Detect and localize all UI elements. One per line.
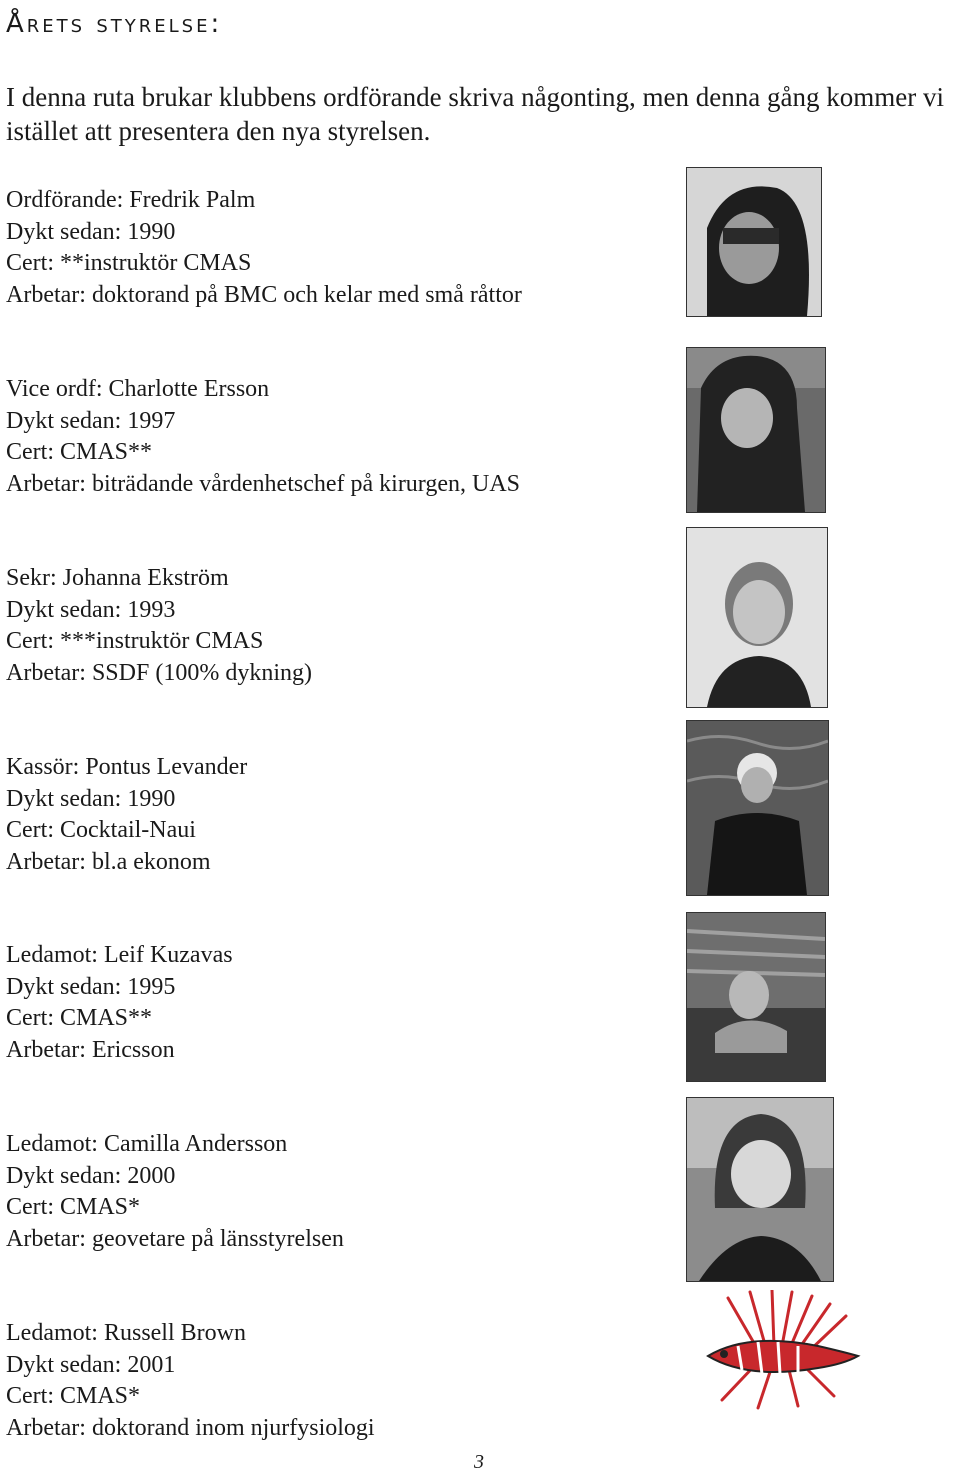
member-photo (686, 912, 826, 1082)
member-dive-since: Dykt sedan: 1990 (6, 218, 176, 245)
member-cert: Cert: CMAS* (6, 1194, 141, 1220)
member-work: Arbetar: doktorand inom njurfysiologi (6, 1414, 375, 1441)
page-title: Årets styrelse: (6, 9, 223, 39)
member-dive-since: Dykt sedan: 1990 (6, 785, 176, 812)
member-dive-since: Dykt sedan: 2000 (6, 1162, 176, 1189)
member-block (6, 1318, 646, 1444)
member-cert: Cert: CMAS* (6, 1383, 141, 1409)
member-cert: Cert: CMAS** (6, 439, 153, 465)
member-photo (686, 347, 826, 513)
member-photo (686, 1097, 834, 1282)
member-cert: Cert: ***instruktör CMAS (6, 628, 264, 654)
member-work: Arbetar: Ericsson (6, 1036, 175, 1063)
member-cert: Cert: **instruktör CMAS (6, 250, 252, 276)
member-work: Arbetar: SSDF (100% dykning) (6, 659, 312, 686)
member-block (6, 185, 646, 311)
member-photo (686, 167, 822, 317)
member-photo (686, 527, 828, 708)
page-number: 3 (474, 1451, 484, 1473)
member-role: Ledamot: Leif Kuzavas (6, 942, 233, 968)
member-block (6, 563, 646, 689)
member-work: Arbetar: doktorand på BMC och kelar med små råttor (6, 281, 522, 308)
member-work: Arbetar: bl.a ekonom (6, 848, 211, 875)
member-block (6, 374, 646, 500)
member-work: Arbetar: biträdande vårdenhetschef på kirurgen, UAS (6, 470, 521, 497)
member-block (6, 1129, 646, 1255)
member-cert: Cert: Cocktail-Naui (6, 817, 196, 843)
member-role: Kassör: Pontus Levander (6, 754, 248, 780)
member-dive-since: Dykt sedan: 1995 (6, 973, 176, 1000)
member-role: Ledamot: Camilla Andersson (6, 1131, 288, 1157)
member-work: Arbetar: geovetare på länsstyrelsen (6, 1225, 344, 1252)
member-role: Vice ordf: Charlotte Ersson (6, 376, 270, 402)
member-role: Ordförande: Fredrik Palm (6, 187, 256, 213)
member-block (6, 752, 646, 878)
member-role: Sekr: Johanna Ekström (6, 565, 229, 591)
member-dive-since: Dykt sedan: 1997 (6, 407, 176, 434)
lionfish-illustration (688, 1290, 868, 1410)
member-block (6, 940, 646, 1066)
member-dive-since: Dykt sedan: 2001 (6, 1351, 176, 1378)
member-role: Ledamot: Russell Brown (6, 1320, 246, 1346)
intro-paragraph: I denna ruta brukar klubbens ordförande skriva någonting, men denna gång kommer vi istället att presentera den nya styrelsen. (6, 82, 944, 146)
member-photo (686, 720, 829, 896)
member-dive-since: Dykt sedan: 1993 (6, 596, 176, 623)
member-cert: Cert: CMAS** (6, 1005, 153, 1031)
